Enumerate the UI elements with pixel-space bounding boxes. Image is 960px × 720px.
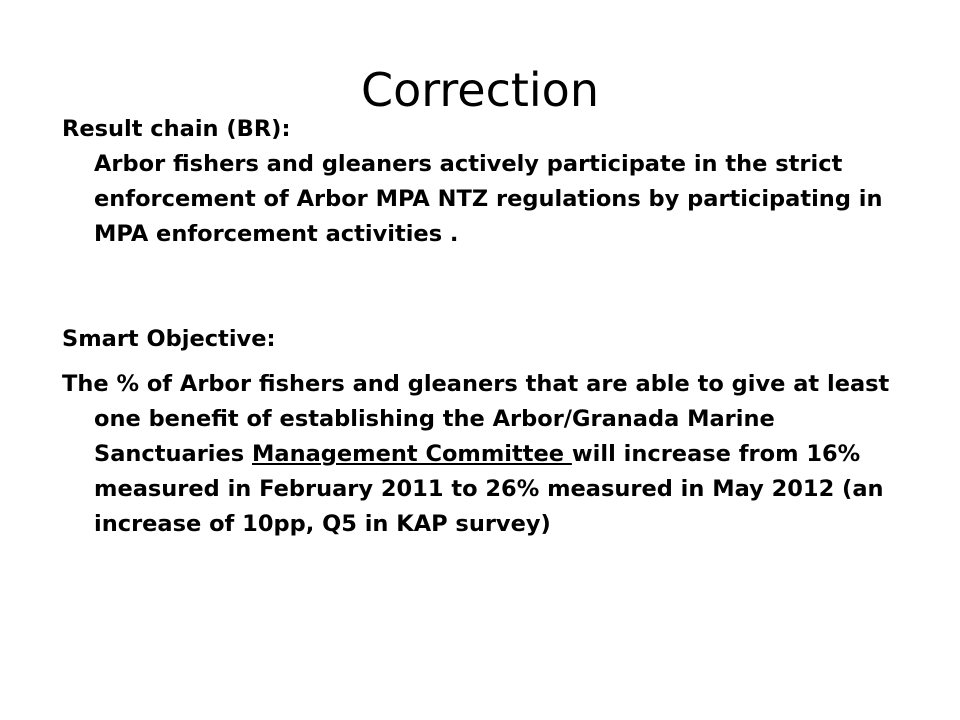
result-chain-label: Result chain (BR): <box>62 116 291 142</box>
smart-objective-text-start: The % of Arbor fishers and gleaners that are able to give at least one benefit of establishing the Arbor/Granada Marine Sanctuaries <box>62 371 890 467</box>
slide-body <box>62 112 912 542</box>
smart-objective-text-end: will increase from 16% measured in February 2011 to 26% measured in May 2012 (an increase of 10pp, Q5 in KAP survey) <box>94 441 884 537</box>
smart-objective-label: Smart Objective: <box>62 326 276 352</box>
result-chain-text: Arbor fishers and gleaners actively participate in the strict enforcement of Arbor MPA NTZ regulations by participating in MPA enforcement activities . <box>94 151 883 247</box>
slide-title: Correction <box>361 63 599 117</box>
smart-objective-text <box>62 367 912 542</box>
management-committee-underlined: Management Committee <box>252 441 572 467</box>
spacer <box>62 252 912 322</box>
